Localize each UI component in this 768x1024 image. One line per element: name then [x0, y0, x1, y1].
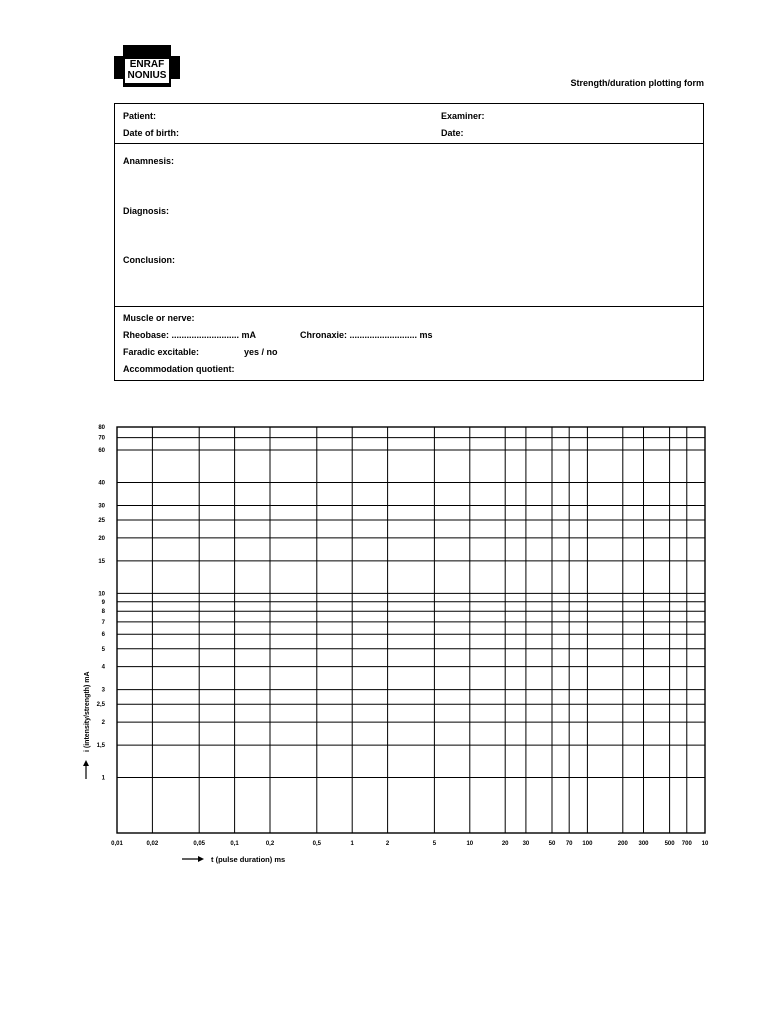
- strength-duration-chart: [0, 415, 768, 880]
- y-tick-label: 8: [101, 609, 105, 616]
- y-tick-label: 4: [101, 664, 105, 671]
- plot-frame: [117, 427, 705, 833]
- clinical-notes-section: [115, 143, 703, 307]
- patient-info-form: [114, 103, 704, 381]
- date-of-birth-label: Date of birth:: [123, 128, 179, 138]
- y-tick-label: 9: [101, 599, 105, 606]
- x-tick-label: 50: [548, 841, 556, 847]
- y-tick-label: 7: [101, 619, 105, 626]
- x-tick-label: 0,02: [146, 841, 159, 847]
- conclusion-label: Conclusion:: [123, 255, 175, 265]
- logo-mark: [114, 45, 180, 87]
- y-tick-label: 1: [101, 775, 105, 782]
- x-tick-label: 0,01: [111, 841, 123, 847]
- x-tick-label: 5: [432, 841, 437, 847]
- x-tick-label: 0,1: [230, 841, 239, 847]
- enraf-nonius-logo: [114, 45, 180, 87]
- x-tick-label: 0,5: [312, 841, 321, 847]
- x-tick-label: 10: [466, 841, 474, 847]
- x-tick-label: 20: [501, 841, 509, 847]
- faradic-excitable-label: Faradic excitable:: [123, 347, 200, 357]
- y-tick-label: 70: [98, 435, 105, 442]
- x-tick-label: 0,05: [193, 841, 206, 847]
- x-tick-label: 70: [565, 841, 573, 847]
- x-tick-label: 1: [350, 841, 354, 847]
- accommodation-quotient-label: Accommodation quotient:: [123, 364, 235, 374]
- anamnesis-label: Anamnesis:: [123, 156, 175, 166]
- y-tick-label: 5: [101, 646, 105, 653]
- y-tick-label: 2: [101, 720, 105, 727]
- diagnosis-label: Diagnosis:: [123, 206, 170, 216]
- y-tick-label: 80: [98, 425, 105, 431]
- x-tick-label: 500: [664, 841, 675, 847]
- x-axis-arrow-head-icon: [198, 856, 204, 862]
- chronaxie-label: Chronaxie: ........................... ms: [300, 330, 433, 340]
- logo-text-enraf: ENRAF: [129, 59, 165, 70]
- y-tick-label: 25: [98, 518, 105, 525]
- x-tick-label: 10: [701, 841, 709, 847]
- rheobase-label: Rheobase: ........................... mA: [123, 330, 257, 340]
- y-tick-label: 3: [101, 687, 105, 694]
- y-tick-label: 6: [101, 632, 105, 639]
- x-tick-label: 300: [638, 841, 649, 847]
- x-tick-label: 200: [617, 841, 628, 847]
- y-tick-label: 2,5: [96, 702, 105, 709]
- date-label: Date:: [441, 128, 464, 138]
- y-tick-label: 30: [98, 503, 105, 510]
- patient-label: Patient:: [123, 111, 157, 121]
- x-tick-label: 0,2: [265, 841, 275, 847]
- y-tick-label: 40: [98, 480, 105, 487]
- x-tick-label: 30: [522, 841, 530, 847]
- x-tick-label: 700: [681, 841, 692, 847]
- form-title: Strength/duration plotting form: [570, 78, 704, 88]
- y-axis-arrow-head-icon: [83, 760, 89, 766]
- strength-duration-grid: [0, 415, 768, 875]
- x-tick-label: 100: [582, 841, 593, 847]
- x-axis-label: t (pulse duration) ms: [211, 855, 286, 864]
- y-tick-label: 60: [98, 448, 105, 455]
- y-axis-label: i (intensity/strength) mA: [84, 671, 91, 752]
- logo-text-nonius: NONIUS: [127, 70, 167, 81]
- y-tick-label: 20: [98, 535, 105, 542]
- examiner-label: Examiner:: [441, 111, 485, 121]
- y-tick-label: 15: [98, 558, 105, 565]
- measurement-section: [115, 306, 703, 380]
- y-tick-label: 1,5: [96, 743, 105, 750]
- y-tick-label: 10: [98, 591, 105, 598]
- x-tick-label: 2: [385, 841, 390, 847]
- patient-section: [115, 104, 703, 144]
- muscle-or-nerve-label: Muscle or nerve:: [123, 313, 195, 323]
- faradic-options: yes / no: [244, 347, 278, 357]
